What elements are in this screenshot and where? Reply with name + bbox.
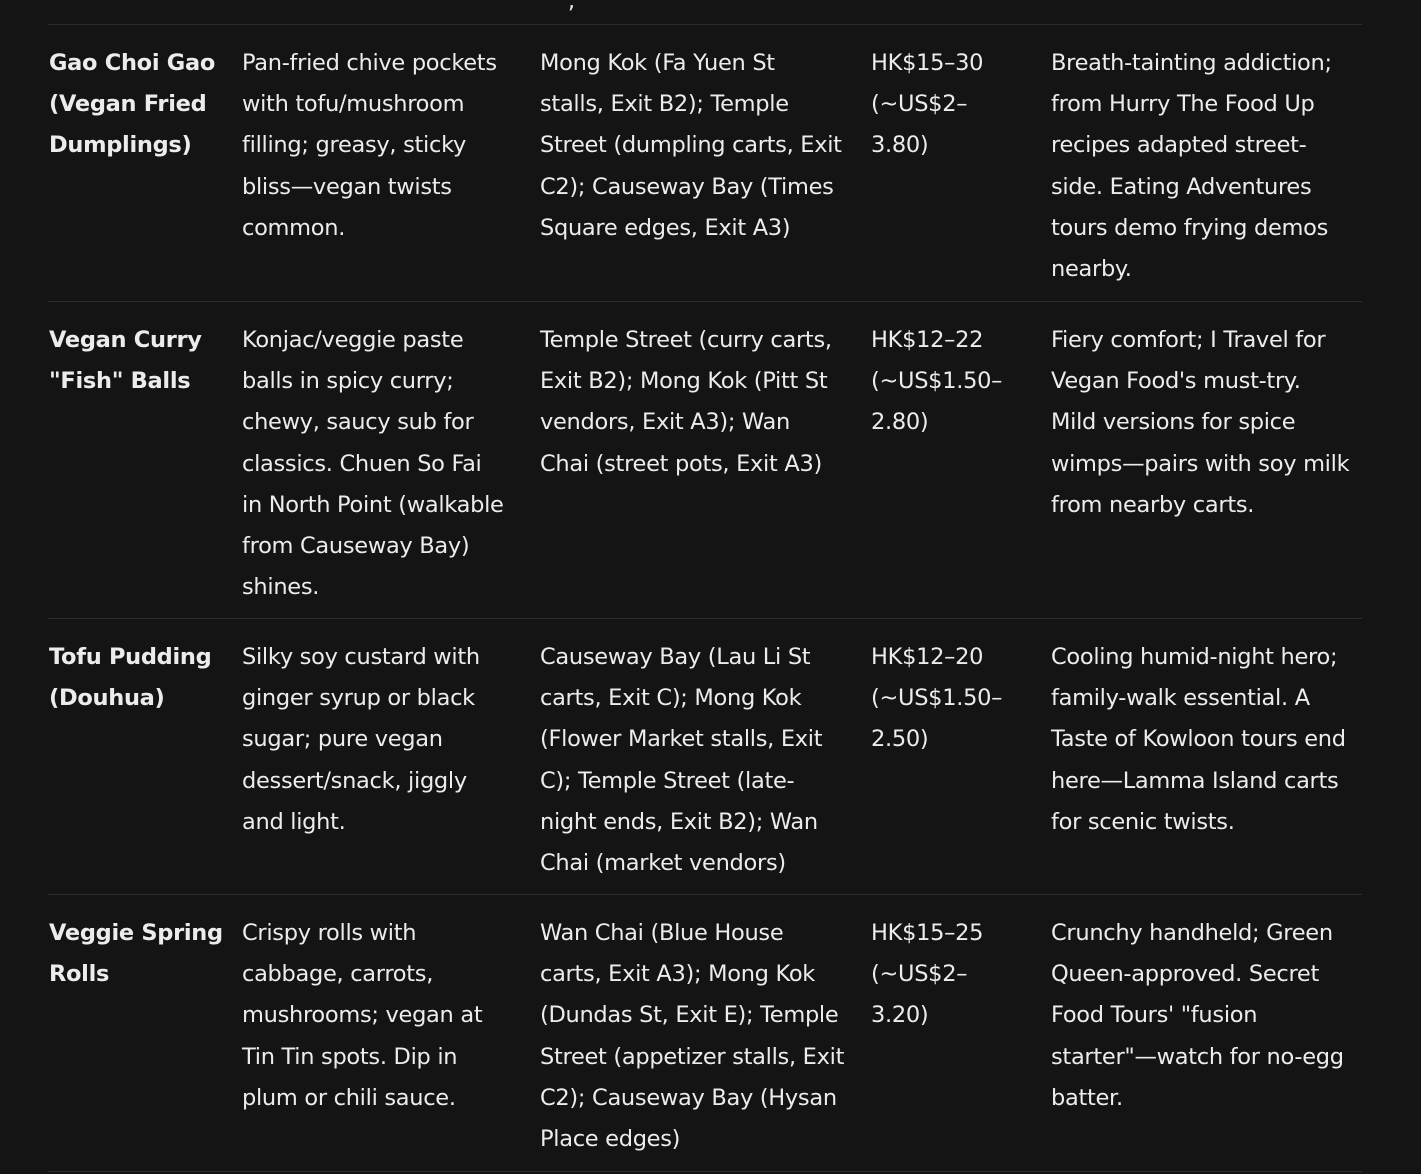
dish-name-cell: [49, 913, 223, 995]
cell-text-line: Vegan Curry: [49, 327, 202, 353]
cell-text-line: bliss—vegan twists: [242, 173, 452, 200]
cell-text-line: Rolls: [49, 961, 110, 988]
food-table: [48, 0, 1362, 1172]
cell-text-line: Chai (street pots, Exit A3): [540, 450, 822, 477]
table-row: [48, 618, 1362, 894]
cell-text-line: Veggie Spring: [49, 920, 223, 946]
cell-text-line: Silky soy custard with: [242, 644, 480, 670]
cell-text-line: vendors, Exit A3); Wan: [540, 409, 790, 436]
cell-text-line: Fiery comfort; I Travel for: [1051, 327, 1326, 353]
cell-text-line: tours demo frying demos: [1051, 214, 1328, 241]
cell-text-line: Mong Kok (Fa Yuen St: [540, 50, 775, 76]
notes-cell: [1051, 637, 1346, 843]
cell-text-line: (~US$1.50–: [871, 368, 1003, 395]
description-cell: [242, 320, 504, 608]
cell-text-line: (Douhua): [49, 685, 165, 712]
cell-text-line: Cooling humid-night hero;: [1051, 644, 1338, 670]
dish-name-cell: [49, 320, 202, 402]
cell-text-line: family-walk essential. A: [1051, 685, 1310, 712]
cell-text-line: 2.50): [871, 726, 929, 753]
cell-text-line: Konjac/veggie paste: [242, 327, 464, 353]
price-cell: [871, 913, 983, 1037]
cell-text-line: classics. Chuen So Fai: [242, 450, 482, 477]
cell-text-line: Tin Tin spots. Dip in: [242, 1043, 458, 1070]
cell-text-line: Place edges): [540, 1126, 681, 1153]
cell-text-line: Chai (market vendors): [540, 850, 786, 877]
locations-cell: [540, 43, 842, 249]
cell-text-line: Tofu Pudding: [49, 644, 212, 670]
cell-text-line: Wan Chai (Blue House: [540, 920, 784, 946]
cell-text-line: Street (dumpling carts, Exit: [540, 132, 842, 159]
cell-text-line: Crunchy handheld; Green: [1051, 920, 1333, 946]
cell-text-line: (~US$1.50–: [871, 685, 1003, 712]
cell-text-line: HK$15–30: [871, 50, 984, 76]
cell-text-line: nearby.: [1051, 256, 1132, 283]
cell-text-line: night ends, Exit B2); Wan: [540, 808, 818, 835]
cell-text-line: C2); Causeway Bay (Times: [540, 173, 834, 200]
cell-text-line: from Hurry The Food Up: [1051, 91, 1315, 118]
cell-text-line: stalls, Exit B2); Temple: [540, 91, 789, 118]
cell-text-line: (Dundas St, Exit E); Temple: [540, 1002, 839, 1029]
cell-text-line: C); Temple Street (late-: [540, 767, 795, 794]
notes-cell: [1051, 320, 1349, 526]
cell-text-line: (~US$2–: [871, 961, 968, 988]
table-row: [48, 301, 1362, 618]
notes-cell: [1051, 913, 1344, 1119]
cell-text-line: Pan-fried chive pockets: [242, 50, 497, 76]
cell-text-line: Gao Choi Gao: [49, 50, 215, 76]
cell-text-line: sugar; pure vegan: [242, 726, 443, 753]
cell-text-line: and light.: [242, 808, 346, 835]
cell-text-line: carts, Exit A3); Mong Kok: [540, 961, 816, 988]
locations-cell: [540, 913, 844, 1160]
cell-text-line: shines.: [242, 574, 320, 601]
cell-text-line: (Vegan Fried: [49, 91, 207, 118]
cell-text-line: here—Lamma Island carts: [1051, 767, 1339, 794]
cell-text-line: chewy, saucy sub for: [242, 409, 474, 436]
cell-text-line: Crispy rolls with: [242, 920, 417, 946]
cell-text-line: from Causeway Bay): [242, 533, 470, 560]
cell-text-line: Breath-tainting addiction;: [1051, 50, 1332, 76]
cell-text-line: 3.20): [871, 1002, 929, 1029]
price-cell: [871, 320, 1002, 444]
cell-text-line: filling; greasy, sticky: [242, 132, 467, 159]
dish-name-cell: [49, 637, 211, 719]
cell-text-line: Dumplings): [49, 132, 192, 159]
table-row: [48, 894, 1362, 1172]
table-row-partial: [48, 0, 1362, 24]
cell-text-line: mushrooms; vegan at: [242, 1002, 483, 1029]
cell-text-line: Square edges, Exit A3): [540, 214, 791, 241]
cell-text-line: 2.80): [871, 409, 929, 436]
description-cell: [242, 637, 480, 843]
cell-text-line: common.: [242, 214, 346, 241]
cell-text-line: balls in spicy curry;: [242, 368, 454, 395]
cell-text-line: recipes adapted street-: [1051, 132, 1307, 159]
cell-text-line: C2); Causeway Bay (Hysan: [540, 1084, 837, 1111]
cell-text-line: Exit B2); Mong Kok (Pitt St: [540, 368, 828, 395]
description-cell: [242, 43, 497, 249]
cell-text-line: carts, Exit C); Mong Kok: [540, 685, 802, 712]
dish-name-cell: [49, 43, 215, 167]
cell-text-line: dessert/snack, jiggly: [242, 767, 467, 794]
cell-text-line: "Fish" Balls: [49, 368, 191, 395]
cell-text-line: HK$12–22: [871, 327, 984, 353]
cell-text-line: Mild versions for spice: [1051, 409, 1296, 436]
description-cell: [242, 913, 482, 1119]
cell-text-line: for scenic twists.: [1051, 808, 1235, 835]
cell-text-line: Temple Street (curry carts,: [540, 327, 832, 353]
cut-off-text: ,: [568, 0, 575, 14]
notes-cell: [1051, 43, 1332, 290]
price-cell: [871, 637, 1002, 761]
cell-text-line: ginger syrup or black: [242, 685, 475, 712]
cell-text-line: Vegan Food's must-try.: [1051, 368, 1301, 395]
cell-text-line: 3.80): [871, 132, 929, 159]
cell-text-line: (Flower Market stalls, Exit: [540, 726, 823, 753]
cell-text-line: HK$15–25: [871, 920, 984, 946]
locations-cell: [540, 637, 822, 884]
cell-text-line: HK$12–20: [871, 644, 984, 670]
cell-text-line: cabbage, carrots,: [242, 961, 434, 988]
cell-text-line: Queen-approved. Secret: [1051, 961, 1319, 988]
cell-text-line: wimps—pairs with soy milk: [1051, 450, 1350, 477]
cell-text-line: side. Eating Adventures: [1051, 173, 1312, 200]
cell-text-line: (~US$2–: [871, 91, 968, 118]
cell-text-line: Street (appetizer stalls, Exit: [540, 1043, 845, 1070]
price-cell: [871, 43, 983, 167]
locations-cell: [540, 320, 832, 485]
cell-text-line: plum or chili sauce.: [242, 1084, 456, 1111]
cell-text-line: Causeway Bay (Lau Li St: [540, 644, 811, 670]
cell-text-line: in North Point (walkable: [242, 491, 504, 518]
cell-text-line: batter.: [1051, 1084, 1123, 1111]
cell-text-line: from nearby carts.: [1051, 491, 1255, 518]
cell-text-line: with tofu/mushroom: [242, 91, 465, 118]
table-row: [48, 24, 1362, 301]
cell-text-line: starter"—watch for no-egg: [1051, 1043, 1344, 1070]
cell-text-line: Taste of Kowloon tours end: [1051, 726, 1346, 753]
cell-text-line: Food Tours' "fusion: [1051, 1002, 1258, 1029]
